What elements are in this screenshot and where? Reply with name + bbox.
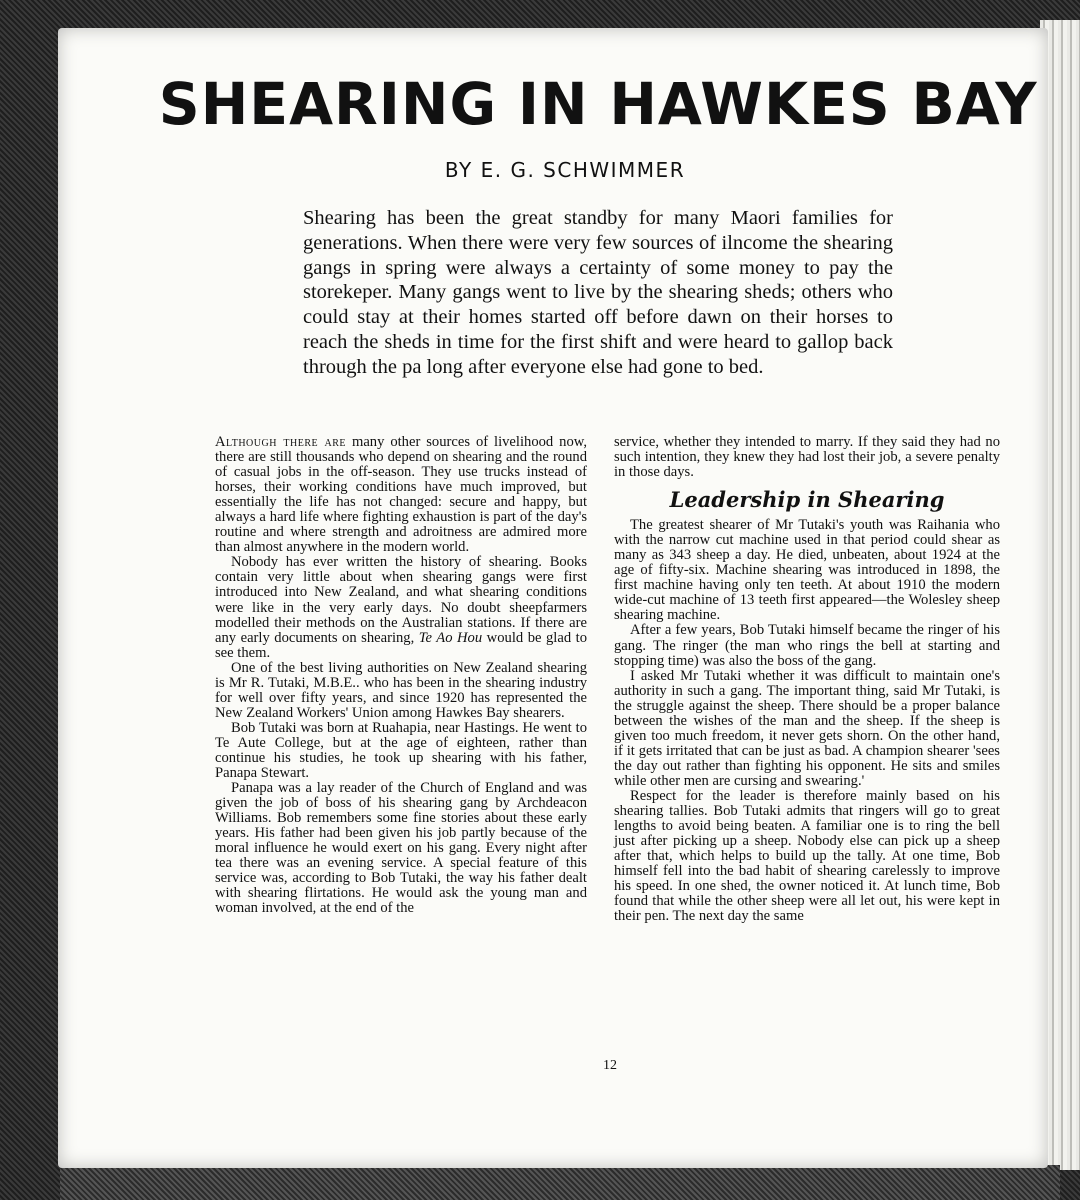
page-number: 12 bbox=[603, 1058, 617, 1073]
paragraph: Respect for the leader is therefore mainly based on his shearing tallies. Bob Tutaki admits that ringers will go to great lengths to avoid being beaten. A familiar one is to ring the bell just after picking up a sheep. Nobody else can pick up a sheep after that, which helps to build up the tally. At one time, Bob himself fell into the bad habit of shearing carelessly to improve his speed. In one shed, the owner noticed it. At lunch time, Bob found that while the other sheep were all let out, his were kept in their pen. The next day the same bbox=[614, 787, 1000, 925]
paragraph: After a few years, Bob Tutaki himself became the ringer of his gang. The ringer (the man who rings the bell at starting and stopping time) was also the boss of the gang. bbox=[614, 622, 1000, 669]
paragraph: One of the best living authorities on New Zealand shearing is Mr R. Tutaki, M.B.E.. who has been in the shearing industry for well over fifty years, and since 1920 has represented the New Zealand Workers' Union among Hawkes Bay shearers. bbox=[215, 659, 587, 721]
article-title: SHEARING IN HAWKES BAY bbox=[158, 70, 1038, 138]
article-byline: BY E. G. SCHWIMMER bbox=[444, 158, 686, 182]
paragraph: Bob Tutaki was born at Ruahapia, near Hastings. He went to Te Aute College, but at the age of eighteen, rather than continue his studies, he took up shearing with his father, Panapa Stewart. bbox=[215, 719, 587, 782]
paragraph-text: many other sources of livelihood now, there are still thousands who depend on shearing and the round of casual jobs in the off-season. They use trucks instead of horses, their working conditions have much improved, but essentially the life has not changed: secure and happy, but always a hard life where fighting exhaustion is part of the day's routine and where strength and adroitness are admired more than almost anywhere in the modern world. bbox=[215, 434, 587, 556]
left-column bbox=[215, 435, 587, 917]
section-heading: Leadership in Shearing bbox=[669, 487, 945, 513]
article-intro: Shearing has been the great standby for many Maori families for generations. When there were very few sources of ilncome the shearing gangs in spring were always a certainty of some money to pay the storekeper. Many gangs went to live by the shearing sheds; others who could stay at their homes started off before dawn on their horses to reach the sheds in time for the first shift and were heard to gallop back through the pa long after everyone else had gone to bed. bbox=[303, 207, 893, 378]
paragraph bbox=[215, 435, 587, 555]
paragraph: I asked Mr Tutaki whether it was difficult to maintain one's authority in such a gang. The important thing, said Mr Tutaki, is the struggle against the sheep. There should be a proper balance between the wishes of the man and the sheep. If the sheep is given too much freedom, it never gets shorn. On the other hand, if it gets irritated that can be just as bad. A champion shearer 'sees the day out rather than fighting his opponent. He sits and smiles while other men are cursing and swearing.' bbox=[614, 667, 1000, 789]
paragraph: service, whether they intended to marry. If they said they had no such intention, they knew they had lost their job, a severe penalty in those days. bbox=[614, 434, 1000, 481]
paragraph bbox=[215, 555, 587, 660]
right-column bbox=[614, 435, 1000, 924]
scan-bottom-edge bbox=[60, 1165, 1060, 1200]
magazine-name: Te Ao Hou bbox=[418, 629, 483, 646]
paragraph-text: Nobody has ever written the history of shearing. Books contain very little about when shearing gangs were first introduced into New Zealand, and what shearing conditions were like in the very early days. No doubt sheepfarmers modelled their methods on the Australian stations. If there are any early documents on shearing, bbox=[215, 554, 587, 646]
paragraph-text: would be glad to see them. bbox=[215, 629, 587, 661]
paragraph: Panapa was a lay reader of the Church of England and was given the job of boss of his shearing gang by Archdeacon Williams. Bob remembers some fine stories about these early years. His father had been given his job partly because of the moral influence he would exert on his gang. Every night after tea there was an evening service. A special feature of this service was, according to Bob Tutaki, the way his father dealt with shearing flirtations. He would ask the young man and woman involved, at the end of the bbox=[215, 780, 587, 917]
paragraph: The greatest shearer of Mr Tutaki's youth was Raihania who with the narrow cut machine used in that period could shear as many as 343 sheep a day. He died, unbeaten, about 1924 at the age of fifty-six. Machine shearing was introduced in 1898, the first machine having only ten teeth. At about 1910 the modern wide-cut machine of 13 teeth first appeared—the Wolesley sheep shearing machine. bbox=[614, 517, 1000, 624]
lead-in-small-caps: Although there are bbox=[215, 434, 347, 450]
